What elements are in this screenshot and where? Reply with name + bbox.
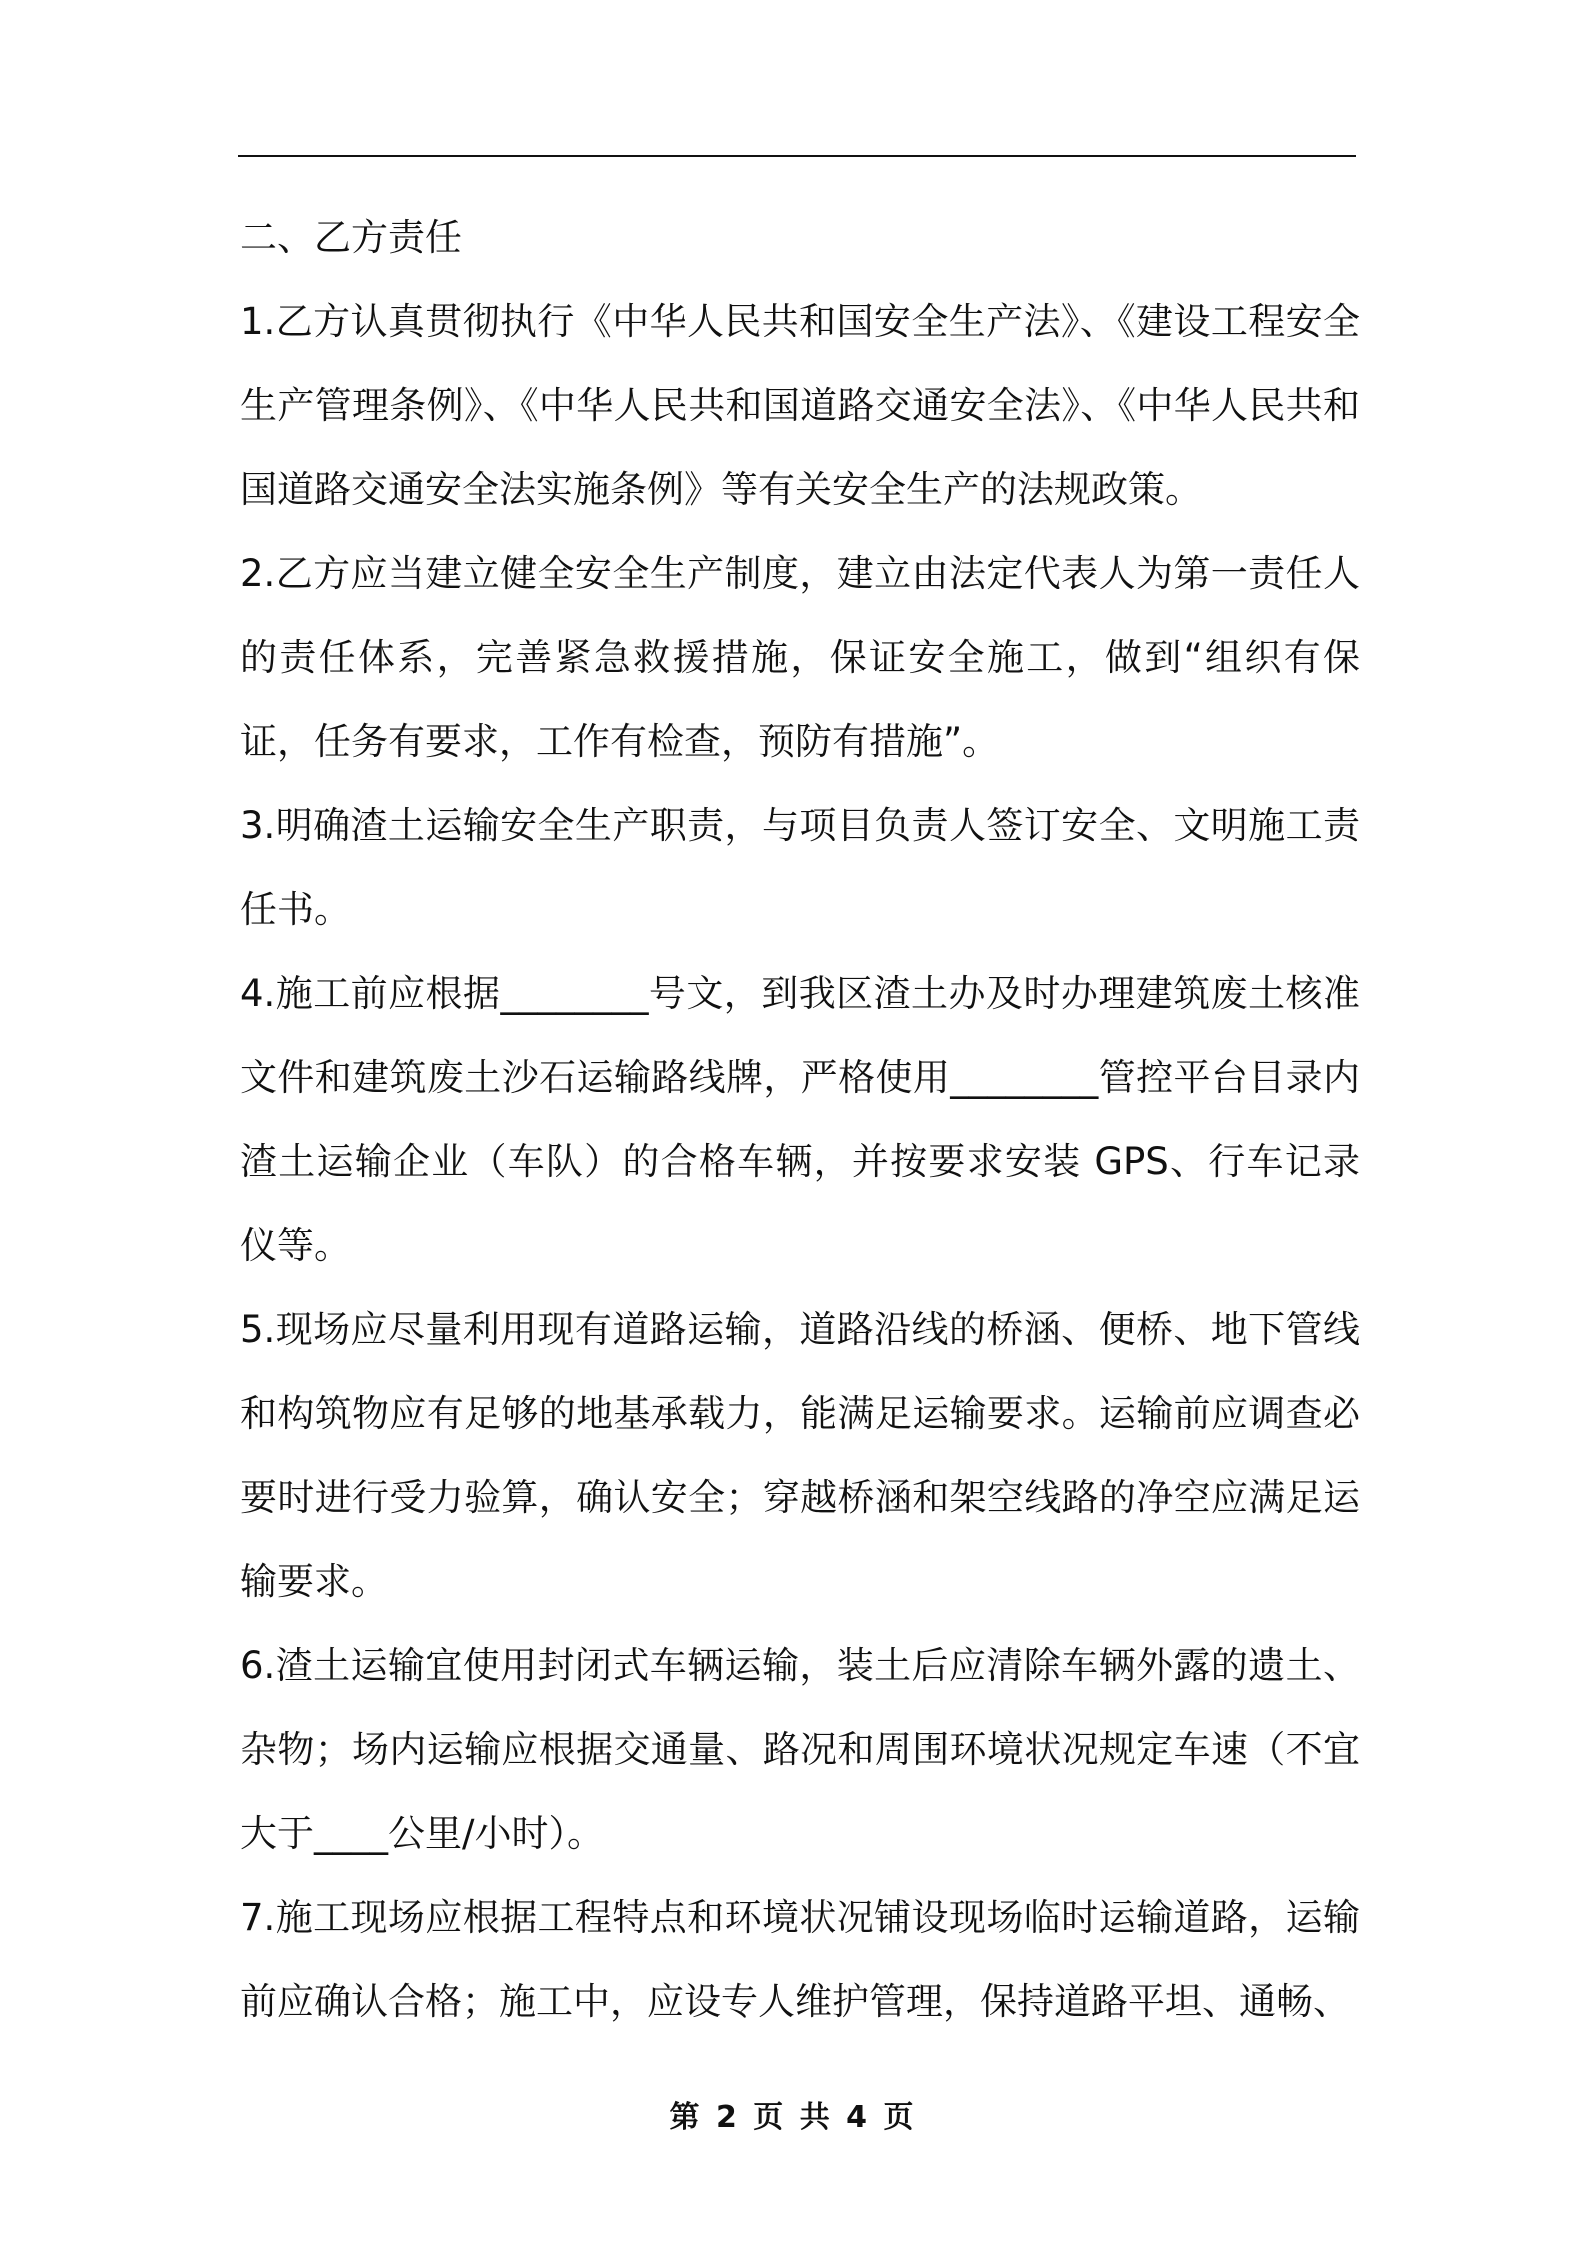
paragraph-7: 7.施工现场应根据工程特点和环境状况铺设现场临时运输道路，运输前应确认合格；施工中，应设专人维护管理，保持道路平坦、通畅、 <box>240 1896 1360 2023</box>
paragraph-5: 5.现场应尽量利用现有道路运输，道路沿线的桥涵、便桥、地下管线和构筑物应有足够的地基承载力，能满足运输要求。运输前应调查必要时进行受力验算，确认安全；穿越桥涵和架空线路的净空应满足运输要求。 <box>240 1308 1360 1603</box>
paragraph-6: 6.渣土运输宜使用封闭式车辆运输，装土后应清除车辆外露的遗土、杂物；场内运输应根据交通量、路况和周围环境状况规定车速（不宜大于____公里/小时）。 <box>240 1644 1360 1855</box>
paragraph-4: 4.施工前应根据________号文，到我区渣土办及时办理建筑废土核准文件和建筑废土沙石运输路线牌，严格使用________管控平台目录内渣土运输企业（车队）的合格车辆，并按要求安装 GPS、行车记录仪等。 <box>240 972 1360 1267</box>
section-heading: 二、乙方责任 <box>240 216 462 259</box>
page-number-footer: 第 2 页 共 4 页 <box>669 2100 917 2135</box>
paragraph-3: 3.明确渣土运输安全生产职责，与项目负责人签订安全、文明施工责任书。 <box>240 804 1360 931</box>
document-body <box>240 196 1360 2044</box>
paragraph-1: 1.乙方认真贯彻执行《中华人民共和国安全生产法》、《建设工程安全生产管理条例》、《中华人民共和国道路交通安全法》、《中华人民共和国道路交通安全法实施条例》等有关安全生产的法规政策。 <box>240 300 1360 511</box>
paragraph-2: 2.乙方应当建立健全安全生产制度，建立由法定代表人为第一责任人的责任体系，完善紧急救援措施，保证安全施工，做到“组织有保证，任务有要求，工作有检查，预防有措施”。 <box>240 552 1360 763</box>
header-rule <box>238 155 1356 157</box>
